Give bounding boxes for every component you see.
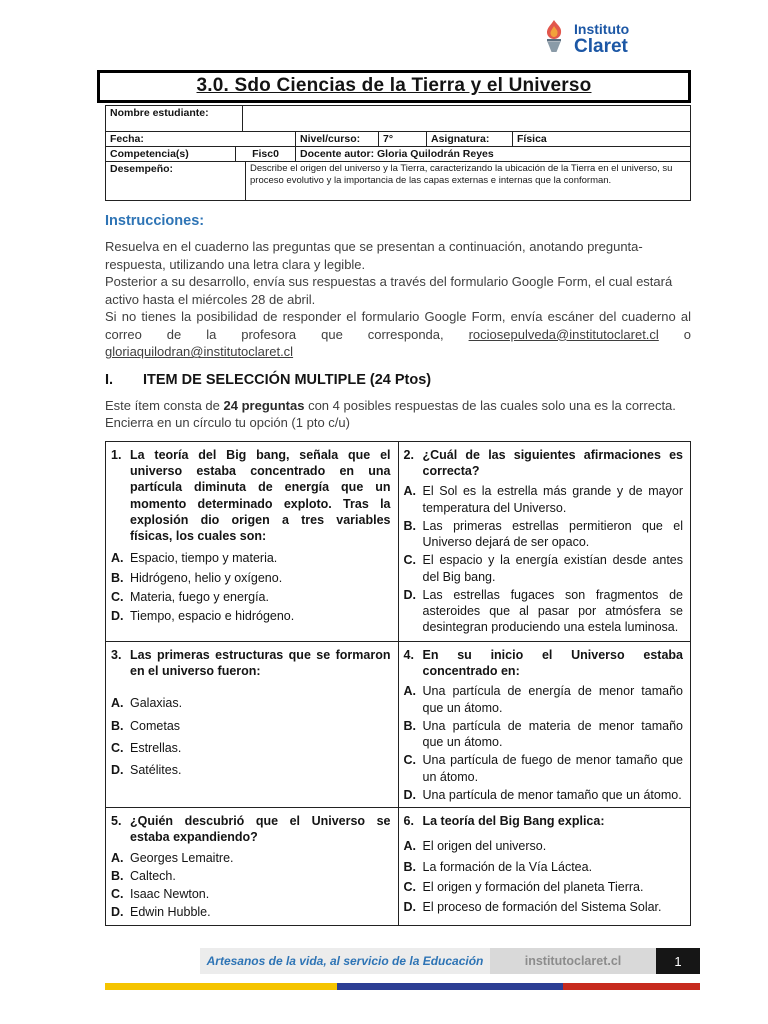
desempeno-label: Desempeño: — [106, 162, 246, 200]
nivel-label: Nivel/curso: — [296, 132, 379, 146]
intro-after: con 4 posibles respuestas de las cuales solo una es la correcta. Encierra en un círculo tu opción (1 pto c/u) — [105, 397, 676, 431]
question-number: 3. — [111, 647, 122, 662]
footer-spacer — [105, 948, 200, 974]
option-c: C. Una partícula de fuego de menor tamaño que un átomo. — [403, 753, 683, 784]
footer-motto: Artesanos de la vida, al servicio de la Educación — [200, 948, 490, 974]
question-2-options — [404, 483, 684, 635]
questions-row-1 — [106, 441, 691, 641]
question-number: 2. — [403, 447, 414, 462]
email-link-rocio[interactable]: rociosepulveda@institutoclaret.cl — [468, 326, 659, 342]
option-c: C. Materia, fuego y energía. — [111, 589, 269, 604]
question-number: 5. — [111, 814, 122, 829]
torch-icon — [541, 20, 567, 59]
strip-blue-segment — [337, 983, 563, 990]
docente-cell — [296, 147, 690, 161]
questions-row-2 — [106, 641, 691, 807]
option-c: C. El origen y formación del planeta Tierra. — [403, 879, 644, 894]
instructions-heading: Instrucciones: — [105, 213, 205, 229]
option-c: C. Isaac Newton. — [111, 887, 210, 902]
question-2-cell — [398, 441, 691, 641]
question-4-text: 4. En su inicio el Universo estaba concentrado en: — [403, 647, 683, 679]
option-d: D. Satélites. — [111, 763, 182, 778]
asignatura-value: Física — [517, 133, 547, 145]
footer-color-strip — [105, 983, 700, 990]
question-6-options — [404, 838, 684, 915]
option-b: B. Caltech. — [111, 868, 176, 883]
option-a: A. Galaxias. — [111, 696, 183, 711]
logo — [541, 20, 629, 59]
email-link-gloria[interactable]: gloriaquilodran@institutoclaret.cl — [105, 344, 294, 360]
question-number: 6. — [403, 814, 414, 829]
strip-yellow-segment — [105, 983, 337, 990]
question-3-options — [111, 695, 391, 778]
question-1-cell — [106, 441, 399, 641]
info-row-nombre — [106, 106, 690, 132]
option-c: C. Estrellas. — [111, 740, 182, 755]
option-a: A. El Sol es la estrella más grande y de mayor temperatura del Universo. — [403, 484, 683, 515]
competencia-value: Fisc0 — [236, 147, 296, 161]
competencia-label: Competencia(s) — [106, 147, 236, 161]
footer-website: institutoclaret.cl — [490, 948, 656, 974]
option-a: A. Una partícula de energía de menor tamaño que un átomo. — [403, 684, 683, 715]
page-number: 1 — [656, 948, 700, 974]
question-5-cell — [106, 808, 399, 926]
footer — [105, 948, 700, 974]
option-d: D. El proceso de formación del Sistema Solar. — [403, 900, 662, 915]
docente-value: Gloria Quilodrán Reyes — [377, 148, 494, 160]
info-row-competencia — [106, 147, 690, 162]
section-intro — [105, 397, 691, 432]
instructions-para3 — [105, 308, 691, 361]
option-c: C. El espacio y la energía existían desde antes del Big bang. — [403, 553, 683, 584]
section-numeral: I. — [105, 371, 114, 388]
option-d: D. Tiempo, espacio e hidrógeno. — [111, 609, 295, 624]
title-box — [97, 70, 691, 103]
option-b: B. La formación de la Vía Láctea. — [403, 859, 593, 874]
questions-row-3 — [106, 808, 691, 926]
question-2-text: 2. ¿Cuál de las siguientes afirmaciones es correcta? — [403, 447, 683, 479]
question-1-options — [111, 550, 391, 624]
option-b: B. Hidrógeno, helio y oxígeno. — [111, 570, 283, 585]
nombre-label: Nombre estudiante: — [106, 106, 243, 131]
question-5-options — [111, 850, 391, 921]
intro-before: Este ítem consta de — [105, 397, 220, 413]
question-6-cell — [398, 808, 691, 926]
email-separator: o — [683, 326, 691, 342]
strip-red-segment — [563, 983, 700, 990]
question-4-cell — [398, 641, 691, 807]
intro-bold: 24 preguntas — [223, 397, 305, 413]
student-info-table — [105, 105, 691, 201]
asignatura-label: Asignatura: — [427, 132, 513, 146]
logo-text — [574, 22, 629, 57]
instructions-para2: Posterior a su desarrollo, envía sus respuestas a través del formulario Google Form, el cual estará activo hasta el miércoles 28 de abril. — [105, 274, 673, 307]
questions-table — [105, 441, 691, 926]
question-number: 1. — [111, 447, 122, 462]
option-a: A. Espacio, tiempo y materia. — [111, 551, 278, 566]
question-number: 4. — [403, 647, 414, 662]
section-title: ITEM DE SELECCIÓN MULTIPLE (24 Ptos) — [143, 371, 432, 388]
option-b: B. Cometas — [111, 718, 181, 733]
docente-label: Docente autor: — [300, 148, 375, 160]
para3-prefix: Si no tienes la posibilidad de responder el formulario Google Form, envía escáner del cuaderno al correo de la profesora que corresponda, — [105, 309, 691, 342]
option-b: B. Una partícula de materia de menor tamaño que un átomo. — [403, 718, 683, 750]
nivel-value: 7° — [379, 132, 427, 146]
fecha-label: Fecha: — [106, 132, 296, 146]
instructions-paragraphs — [105, 238, 691, 361]
info-row-fecha — [106, 132, 690, 147]
desempeno-text: Describe el origen del universo y la Tierra, caracterizando la ubicación de la Tierra en el universo, su proceso evolutivo y la importancia de las capas externas e internas que la conforman. — [250, 163, 673, 186]
question-6-text: 6. La teoría del Big Bang explica: — [403, 814, 605, 829]
instructions-para1: Resuelva en el cuaderno las preguntas que se presentan a continuación, anotando pregunta- respuesta, utilizando una letra clara y legible. — [105, 239, 643, 272]
info-row-desempeno — [106, 162, 690, 200]
page-title: 3.0. Sdo Ciencias de la Tierra y el Universo — [196, 75, 592, 96]
option-d: D. Las estrellas fugaces son fragmentos de asteroides que al pasar por atmósfera se desintegran produciendo una estela luminosa. — [403, 587, 683, 635]
question-1-text: 1. La teoría del Big bang, señala que el universo estaba concentrado en una partícula diminuta de energía que un momento determinado exploto. Tras la explosión dio origen a tres variables físicas, los cuales son: — [111, 447, 391, 544]
question-4-options — [404, 683, 684, 803]
nombre-value-cell — [243, 106, 690, 131]
option-a: A. El origen del universo. — [403, 839, 547, 854]
logo-line2: Claret — [574, 35, 628, 57]
option-d: D. Una partícula de menor tamaño que un átomo. — [403, 787, 682, 802]
option-b: B. Las primeras estrellas permitieron que el Universo dejará de ser opaco. — [403, 518, 683, 550]
option-a: A. Georges Lemaitre. — [111, 850, 234, 865]
option-d: D. Edwin Hubble. — [111, 905, 211, 920]
logo-line1: Instituto — [574, 21, 630, 38]
question-5-text: 5. ¿Quién descubrió que el Universo se estaba expandiendo? — [111, 814, 391, 845]
section-heading — [105, 372, 691, 388]
question-3-cell — [106, 641, 399, 807]
question-3-text: 3. Las primeras estructuras que se formaron en el universo fueron: — [111, 647, 391, 679]
